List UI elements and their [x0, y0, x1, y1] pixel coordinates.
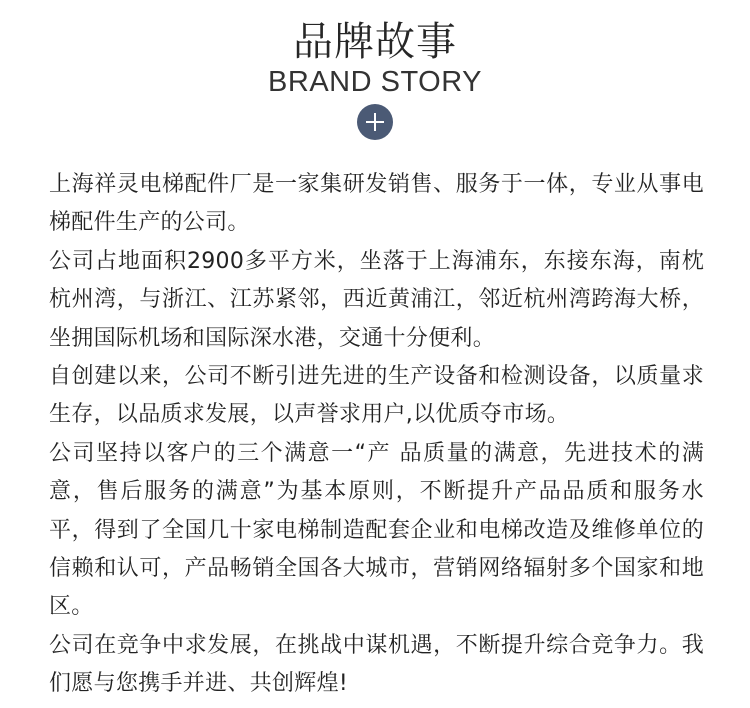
paragraph-customer: 公司坚持以客户的三个满意一“产 品质量的满意，先进技术的满意，售后服务的满意”为基本原则，不断提升产品品质和服务水平，得到了全国几十家电梯制造配套企业和电梯改造及维修单位的信赖和认可，产品畅销全国各大城市，营销网络辐射多个国家和地区。 [49, 440, 704, 620]
page-title: 品牌故事 [293, 19, 457, 65]
page-subtitle: BRAND STORY [268, 66, 482, 98]
story-body [49, 166, 704, 704]
paragraph-vision: 公司在竞争中求发展，在挑战中谋机遇，不断提升综合竞争力。我们愿与您携手并进、共创辉煌! [49, 632, 704, 697]
paragraph-intro: 上海祥灵电梯配件厂是一家集研发销售、服务于一体，专业从事电梯配件生产的公司。 [49, 172, 704, 236]
paragraph-quality: 自创建以来，公司不断引进先进的生产设备和检测设备，以质量求生存，以品质求发展，以声誉求用户,以优质夺市场。 [49, 364, 704, 428]
plus-icon-vertical-bar [374, 113, 376, 131]
plus-icon [357, 104, 393, 140]
paragraph-location: 公司占地面积2900多平方米，坐落于上海浦东，东接东海，南枕杭州湾，与浙江、江苏紧邻，西近黄浦江，邻近杭州湾跨海大桥，坐拥国际机场和国际深水港，交通十分便利。 [49, 248, 704, 351]
